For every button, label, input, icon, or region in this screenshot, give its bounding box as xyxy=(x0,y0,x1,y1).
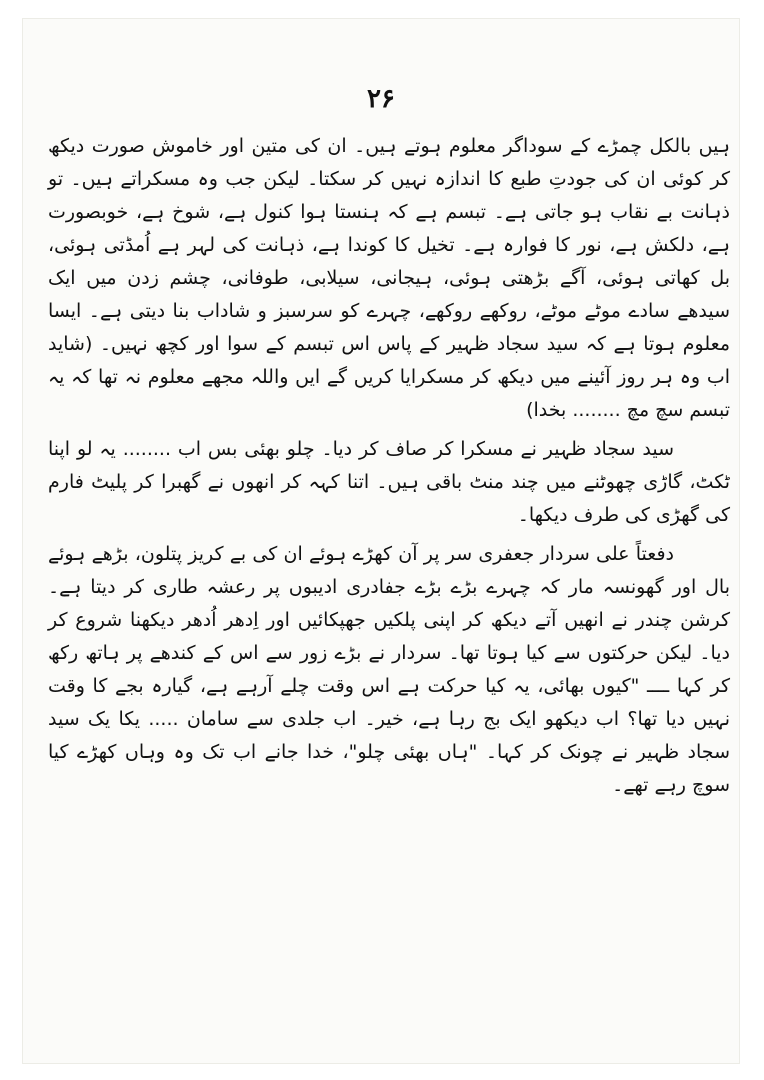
paragraph-3: دفعتاً علی سردار جعفری سر پر آن کھڑے ہوئے ان کی بے کریز پتلون، بڑھے ہوئے بال اور گھونسہ مار کہ چہرے بڑے بڑے جفادری ادیبوں پر رعشہ طاری کر دیتا ہے۔ کرشن چندر نے انھیں آتے دیکھ کر اپنی پلکیں جھپکائیں اور اِدھر اُدھر دیکھنا شروع کر دیا۔ لیکن حرکتوں سے کیا ہوتا تھا۔ سردار نے بڑے زور سے اس کے کندھے پر ہاتھ رکھ کر کہا ــــ "کیوں بھائی، یہ کیا حرکت ہے اس وقت چلے آرہے ہے، گیارہ بجے کا وقت نہیں دیا تھا؟ اب دیکھو ایک بج رہا ہے، خیر۔ اب جلدی سے سامان ..... یکا یک سید سجاد ظہیر نے چونک کر کہا۔ "ہاں بھئی چلو"، خدا جانے اب تک وہ وہاں کھڑے کیا سوچ رہے تھے۔ xyxy=(48,543,730,796)
page-number: ۲۶ xyxy=(367,84,395,114)
page-text xyxy=(48,130,730,808)
book-page xyxy=(22,18,740,1064)
paragraph-2: سید سجاد ظہیر نے مسکرا کر صاف کر دیا۔ چلو بھئی بس اب ........ یہ لو اپنا ٹکٹ، گاڑی چھوٹنے میں چند منٹ باقی ہیں۔ اتنا کہہ کر انھوں نے گھبرا کر پلیٹ فارم کی گھڑی کی طرف دیکھا۔ xyxy=(48,438,730,526)
paragraph-1: ہیں بالکل چمڑے کے سوداگر معلوم ہوتے ہیں۔ ان کی متین اور خاموش صورت دیکھ کر کوئی ان کی جودتِ طبع کا اندازہ نہیں کر سکتا۔ لیکن جب وہ مسکراتے ہیں۔ تو ذہانت بے نقاب ہو جاتی ہے۔ تبسم ہے کہ ہنستا ہوا کنول ہے، شوخ ہے، خوبصورت ہے، دلکش ہے، نور کا فوارہ ہے۔ تخیل کا کوندا ہے، ذہانت کی لہر ہے اُمڈتی ہوئی، بل کھاتی ہوئی، آگے بڑھتی ہوئی، ہیجانی، سیلابی، طوفانی، چشم زدن میں ایک سیدھے سادے موٹے موٹے، روکھے روکھے، چہرے کو سرسبز و شاداب بنا دیتی ہے۔ ایسا معلوم ہوتا ہے کہ سید سجاد ظہیر کے پاس اس تبسم کے سوا اور کچھ نہیں۔ (شاید اب وہ ہر روز آئینے میں دیکھ کر مسکرایا کریں گے ایں واللہ مجھے معلوم نہ تھا کہ یہ تبسم سچ مچ ........ بخدا) xyxy=(48,135,730,421)
